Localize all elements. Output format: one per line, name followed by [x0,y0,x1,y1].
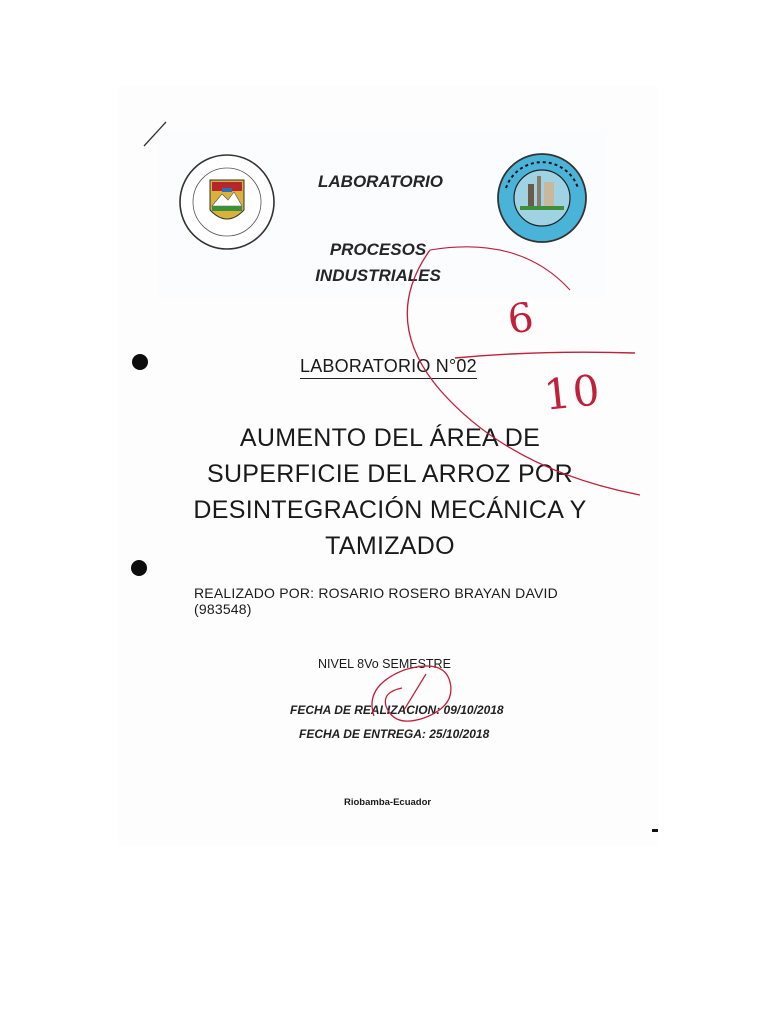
date-delivery: FECHA DE ENTREGA: 25/10/2018 [299,727,490,741]
subject-line-1: PROCESOS [329,240,427,259]
grade-annotation [400,240,670,510]
espoch-seal-logo [176,152,278,252]
lab-number: LABORATORIO N°02 [300,356,477,379]
subject-line-2: INDUSTRIALES [315,266,441,285]
author-line: REALIZADO POR: ROSARIO ROSERO BRAYAN DAVID (983548) [194,585,558,617]
place: Riobamba-Ecuador [344,797,432,808]
title-line: AUMENTO DEL ÁREA DE [239,424,541,452]
binder-hole-bottom [131,560,147,576]
level-line: NIVEL 8Vo SEMESTRE [318,657,451,671]
binder-hole-top [132,354,148,370]
grade-numerator: 6 [504,294,537,344]
grade-denominator: 10 [541,365,604,420]
ingenieria-quimica-seal-logo [496,152,588,244]
header-title: LABORATORIO [318,172,443,191]
title-line: DESINTEGRACIÓN MECÁNICA Y [193,496,587,524]
title-line: TAMIZADO [325,532,455,560]
pen-stroke-mark [140,118,170,150]
date-done: FECHA DE REALIZACION: 09/10/2018 [290,703,504,717]
title-line: SUPERFICIE DEL ARROZ POR [206,460,574,488]
signature-scribble [364,656,464,736]
scan-artifact [652,829,658,832]
